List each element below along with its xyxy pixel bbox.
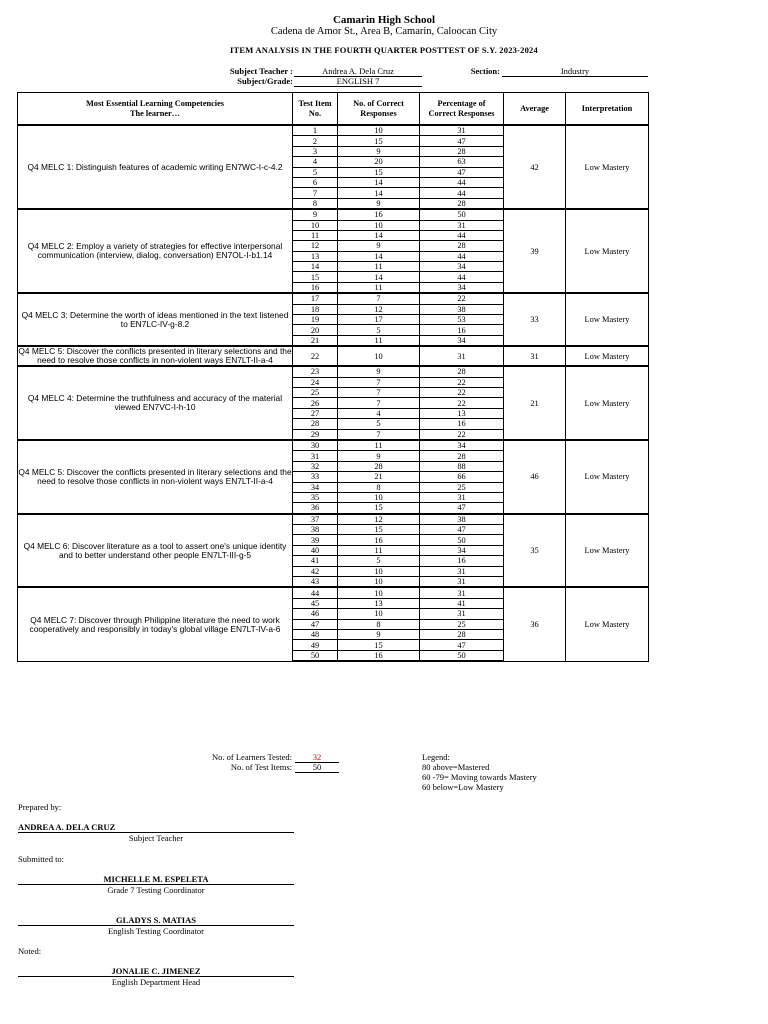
interpretation-cell: Low Mastery <box>566 293 649 346</box>
test-item-cell: 10 <box>293 220 338 230</box>
correct-responses-cell: 4 <box>338 408 420 418</box>
percentage-cell: 22 <box>420 387 504 397</box>
test-item-cell: 33 <box>293 472 338 482</box>
melc-cell: Q4 MELC 4: Determine the truthfulness and accuracy of the material viewed EN7VC-I-h-10 <box>18 366 293 440</box>
interpretation-cell: Low Mastery <box>566 366 649 440</box>
test-item-cell: 14 <box>293 262 338 272</box>
average-cell: 42 <box>504 125 566 209</box>
percentage-cell: 41 <box>420 598 504 608</box>
correct-responses-cell: 11 <box>338 545 420 555</box>
test-item-cell: 5 <box>293 167 338 177</box>
melc-cell: Q4 MELC 1: Distinguish features of academic writing EN7WC-I-c-4.2 <box>18 125 293 209</box>
table-header-row <box>18 93 649 126</box>
test-item-cell: 36 <box>293 503 338 514</box>
interpretation-cell: Low Mastery <box>566 346 649 366</box>
correct-responses-cell: 9 <box>338 366 420 377</box>
test-item-cell: 3 <box>293 146 338 156</box>
percentage-cell: 31 <box>420 220 504 230</box>
table-body <box>18 125 649 661</box>
legend <box>422 752 537 792</box>
department-head-role: English Department Head <box>111 977 201 987</box>
average-cell: 33 <box>504 293 566 346</box>
test-item-cell: 44 <box>293 587 338 598</box>
correct-responses-cell: 14 <box>338 251 420 261</box>
test-item-cell: 48 <box>293 629 338 639</box>
interpretation-cell: Low Mastery <box>566 440 649 514</box>
table-row <box>18 346 649 366</box>
test-item-cell: 40 <box>293 545 338 555</box>
test-item-cell: 23 <box>293 366 338 377</box>
correct-responses-cell: 5 <box>338 556 420 566</box>
correct-responses-cell: 14 <box>338 188 420 198</box>
correct-responses-cell: 8 <box>338 482 420 492</box>
correct-responses-cell: 12 <box>338 304 420 314</box>
percentage-cell: 28 <box>420 629 504 639</box>
prepared-label: Prepared by: <box>18 802 62 812</box>
average-cell: 39 <box>504 209 566 293</box>
percentage-cell: 44 <box>420 230 504 240</box>
correct-responses-cell: 11 <box>338 335 420 346</box>
percentage-cell: 50 <box>420 209 504 220</box>
test-item-cell: 9 <box>293 209 338 220</box>
correct-responses-cell: 20 <box>338 157 420 167</box>
percentage-cell: 34 <box>420 282 504 293</box>
correct-responses-cell: 5 <box>338 325 420 335</box>
test-item-cell: 13 <box>293 251 338 261</box>
table-row <box>18 209 649 220</box>
correct-responses-cell: 10 <box>338 346 420 366</box>
correct-responses-cell: 7 <box>338 398 420 408</box>
test-item-cell: 16 <box>293 282 338 293</box>
test-item-cell: 26 <box>293 398 338 408</box>
legend-title: Legend: <box>422 752 450 762</box>
test-item-cell: 1 <box>293 125 338 136</box>
correct-responses-cell: 10 <box>338 577 420 588</box>
percentage-cell: 16 <box>420 419 504 429</box>
percentage-cell: 50 <box>420 650 504 661</box>
percentage-cell: 47 <box>420 640 504 650</box>
test-items-value: 50 <box>295 762 339 773</box>
teacher-value: Andrea A. Dela Cruz <box>294 66 422 77</box>
correct-responses-cell: 14 <box>338 272 420 282</box>
col-percentage: Percentage of Correct Responses <box>420 93 504 126</box>
percentage-cell: 13 <box>420 408 504 418</box>
test-item-cell: 25 <box>293 387 338 397</box>
coordinator2-role: English Testing Coordinator <box>107 926 205 936</box>
percentage-cell: 31 <box>420 577 504 588</box>
percentage-cell: 31 <box>420 566 504 576</box>
coordinator1-role: Grade 7 Testing Coordinator <box>107 885 205 895</box>
percentage-cell: 53 <box>420 315 504 325</box>
correct-responses-cell: 10 <box>338 492 420 502</box>
test-item-cell: 49 <box>293 640 338 650</box>
test-item-cell: 28 <box>293 419 338 429</box>
correct-responses-cell: 9 <box>338 451 420 461</box>
learners-label: No. of Learners Tested: <box>212 752 292 762</box>
interpretation-cell: Low Mastery <box>566 587 649 661</box>
percentage-cell: 31 <box>420 492 504 502</box>
section-value: Industry <box>502 66 648 77</box>
subject-value: ENGLISH 7 <box>294 76 422 87</box>
test-item-cell: 21 <box>293 335 338 346</box>
learners-value: 32 <box>295 752 339 763</box>
test-item-cell: 19 <box>293 315 338 325</box>
test-item-cell: 12 <box>293 241 338 251</box>
percentage-cell: 44 <box>420 188 504 198</box>
correct-responses-cell: 10 <box>338 587 420 598</box>
percentage-cell: 25 <box>420 482 504 492</box>
correct-responses-cell: 12 <box>338 514 420 525</box>
test-item-cell: 39 <box>293 535 338 545</box>
table-row <box>18 587 649 598</box>
average-cell: 35 <box>504 514 566 588</box>
percentage-cell: 16 <box>420 556 504 566</box>
correct-responses-cell: 7 <box>338 293 420 304</box>
table-row <box>18 514 649 525</box>
correct-responses-cell: 15 <box>338 503 420 514</box>
percentage-cell: 47 <box>420 503 504 514</box>
percentage-cell: 44 <box>420 272 504 282</box>
correct-responses-cell: 17 <box>338 315 420 325</box>
department-head-name: JONALIE C. JIMENEZ <box>18 966 294 977</box>
interpretation-cell: Low Mastery <box>566 514 649 588</box>
table-row <box>18 366 649 377</box>
average-cell: 21 <box>504 366 566 440</box>
average-cell: 36 <box>504 587 566 661</box>
correct-responses-cell: 9 <box>338 629 420 639</box>
percentage-cell: 16 <box>420 325 504 335</box>
correct-responses-cell: 9 <box>338 198 420 209</box>
submitted-label: Submitted to: <box>18 854 65 864</box>
correct-responses-cell: 15 <box>338 525 420 535</box>
percentage-cell: 38 <box>420 514 504 525</box>
percentage-cell: 31 <box>420 587 504 598</box>
percentage-cell: 22 <box>420 398 504 408</box>
correct-responses-cell: 5 <box>338 419 420 429</box>
coordinator2-name: GLADYS S. MATIAS <box>18 915 294 926</box>
percentage-cell: 28 <box>420 146 504 156</box>
percentage-cell: 31 <box>420 609 504 619</box>
teacher-label: Subject Teacher : <box>229 66 293 76</box>
col-interpretation: Interpretation <box>566 93 649 126</box>
test-item-cell: 31 <box>293 451 338 461</box>
correct-responses-cell: 7 <box>338 377 420 387</box>
prepared-role: Subject Teacher <box>128 833 184 843</box>
interpretation-cell: Low Mastery <box>566 125 649 209</box>
test-item-cell: 41 <box>293 556 338 566</box>
correct-responses-cell: 10 <box>338 566 420 576</box>
legend-low: 60 below=Low Mastery <box>422 782 504 792</box>
correct-responses-cell: 7 <box>338 387 420 397</box>
correct-responses-cell: 21 <box>338 472 420 482</box>
correct-responses-cell: 16 <box>338 535 420 545</box>
average-cell: 31 <box>504 346 566 366</box>
col-average: Average <box>504 93 566 126</box>
melc-cell: Q4 MELC 7: Discover through Philippine literature the need to work cooperatively and responsibly in today's global village EN7LT-IV-a-6 <box>18 587 293 661</box>
correct-responses-cell: 16 <box>338 650 420 661</box>
percentage-cell: 44 <box>420 251 504 261</box>
percentage-cell: 25 <box>420 619 504 629</box>
test-item-cell: 22 <box>293 346 338 366</box>
percentage-cell: 66 <box>420 472 504 482</box>
school-address: Cadena de Amor St., Area B, Camarin, Caloocan City <box>270 26 498 37</box>
correct-responses-cell: 15 <box>338 167 420 177</box>
col-correct: No. of Correct Responses <box>338 93 420 126</box>
percentage-cell: 22 <box>420 429 504 440</box>
test-item-cell: 4 <box>293 157 338 167</box>
melc-cell: Q4 MELC 5: Discover the conflicts presented in literary selections and the need to resolve those conflicts in non-violent ways EN7LT-II-a-4 <box>18 346 292 366</box>
legend-moving: 60 -79= Moving towards Mastery <box>422 772 537 782</box>
test-item-cell: 30 <box>293 440 338 451</box>
test-item-cell: 29 <box>293 429 338 440</box>
table-row <box>18 125 649 136</box>
subject-label: Subject/Grade: <box>237 76 293 86</box>
test-item-cell: 38 <box>293 525 338 535</box>
correct-responses-cell: 10 <box>338 125 420 136</box>
test-item-cell: 6 <box>293 177 338 187</box>
melc-cell: Q4 MELC 5: Discover the conflicts presented in literary selections and the need to resolve those conflicts in non-violent ways EN7LT-II-a-4 <box>18 440 293 514</box>
percentage-cell: 34 <box>420 545 504 555</box>
melc-cell: Q4 MELC 3: Determine the worth of ideas mentioned in the text listened to EN7LC-IV-g-8.2 <box>18 293 293 346</box>
school-name: Camarin High School <box>332 14 436 26</box>
percentage-cell: 50 <box>420 535 504 545</box>
percentage-cell: 28 <box>420 241 504 251</box>
percentage-cell: 34 <box>420 335 504 346</box>
percentage-cell: 44 <box>420 177 504 187</box>
correct-responses-cell: 15 <box>338 640 420 650</box>
test-item-cell: 27 <box>293 408 338 418</box>
test-item-cell: 20 <box>293 325 338 335</box>
correct-responses-cell: 15 <box>338 136 420 146</box>
correct-responses-cell: 13 <box>338 598 420 608</box>
correct-responses-cell: 10 <box>338 609 420 619</box>
test-item-cell: 47 <box>293 619 338 629</box>
legend-mastered: 80 above=Mastered <box>422 762 490 772</box>
test-item-cell: 50 <box>293 650 338 661</box>
percentage-cell: 28 <box>420 198 504 209</box>
percentage-cell: 22 <box>420 377 504 387</box>
test-item-cell: 34 <box>293 482 338 492</box>
correct-responses-cell: 11 <box>338 262 420 272</box>
correct-responses-cell: 9 <box>338 241 420 251</box>
coordinator1-name: MICHELLE M. ESPELETA <box>18 874 294 885</box>
correct-responses-cell: 7 <box>338 429 420 440</box>
correct-responses-cell: 8 <box>338 619 420 629</box>
test-item-cell: 15 <box>293 272 338 282</box>
test-item-cell: 18 <box>293 304 338 314</box>
test-item-cell: 8 <box>293 198 338 209</box>
percentage-cell: 34 <box>420 262 504 272</box>
noted-label: Noted: <box>18 946 42 956</box>
item-analysis-table <box>17 92 649 662</box>
correct-responses-cell: 11 <box>338 440 420 451</box>
test-item-cell: 35 <box>293 492 338 502</box>
correct-responses-cell: 9 <box>338 146 420 156</box>
correct-responses-cell: 28 <box>338 461 420 471</box>
percentage-cell: 34 <box>420 440 504 451</box>
percentage-cell: 22 <box>420 293 504 304</box>
test-item-cell: 46 <box>293 609 338 619</box>
correct-responses-cell: 14 <box>338 230 420 240</box>
correct-responses-cell: 14 <box>338 177 420 187</box>
test-item-cell: 45 <box>293 598 338 608</box>
percentage-cell: 38 <box>420 304 504 314</box>
average-cell: 46 <box>504 440 566 514</box>
col-melc: Most Essential Learning Competencies The learner… <box>18 93 293 126</box>
prepared-name: ANDREA A. DELA CRUZ <box>18 822 294 833</box>
percentage-cell: 31 <box>420 125 504 136</box>
melc-cell: Q4 MELC 6: Discover literature as a tool to assert one's unique identity and to better understand other people EN7LT-III-g-5 <box>18 514 293 588</box>
test-item-cell: 37 <box>293 514 338 525</box>
correct-responses-cell: 16 <box>338 209 420 220</box>
percentage-cell: 31 <box>420 346 504 366</box>
table-row <box>18 440 649 451</box>
correct-responses-cell: 11 <box>338 282 420 293</box>
melc-cell: Q4 MELC 2: Employ a variety of strategies for effective interpersonal communication (interview, dialog, conversation) EN7OL-I-b1.14 <box>18 209 293 293</box>
test-items-label: No. of Test Items: <box>230 762 292 772</box>
table-row <box>18 293 649 304</box>
percentage-cell: 63 <box>420 157 504 167</box>
percentage-cell: 47 <box>420 525 504 535</box>
percentage-cell: 88 <box>420 461 504 471</box>
percentage-cell: 47 <box>420 167 504 177</box>
percentage-cell: 28 <box>420 451 504 461</box>
col-test-item: Test Item No. <box>293 93 338 126</box>
test-item-cell: 7 <box>293 188 338 198</box>
test-item-cell: 24 <box>293 377 338 387</box>
test-item-cell: 43 <box>293 577 338 588</box>
test-item-cell: 17 <box>293 293 338 304</box>
section-label: Section: <box>470 66 500 76</box>
percentage-cell: 47 <box>420 136 504 146</box>
test-item-cell: 32 <box>293 461 338 471</box>
test-item-cell: 2 <box>293 136 338 146</box>
correct-responses-cell: 10 <box>338 220 420 230</box>
percentage-cell: 28 <box>420 366 504 377</box>
document-title: ITEM ANALYSIS IN THE FOURTH QUARTER POSTTEST OF S.Y. 2023-2024 <box>230 45 538 55</box>
test-item-cell: 42 <box>293 566 338 576</box>
test-item-cell: 11 <box>293 230 338 240</box>
interpretation-cell: Low Mastery <box>566 209 649 293</box>
